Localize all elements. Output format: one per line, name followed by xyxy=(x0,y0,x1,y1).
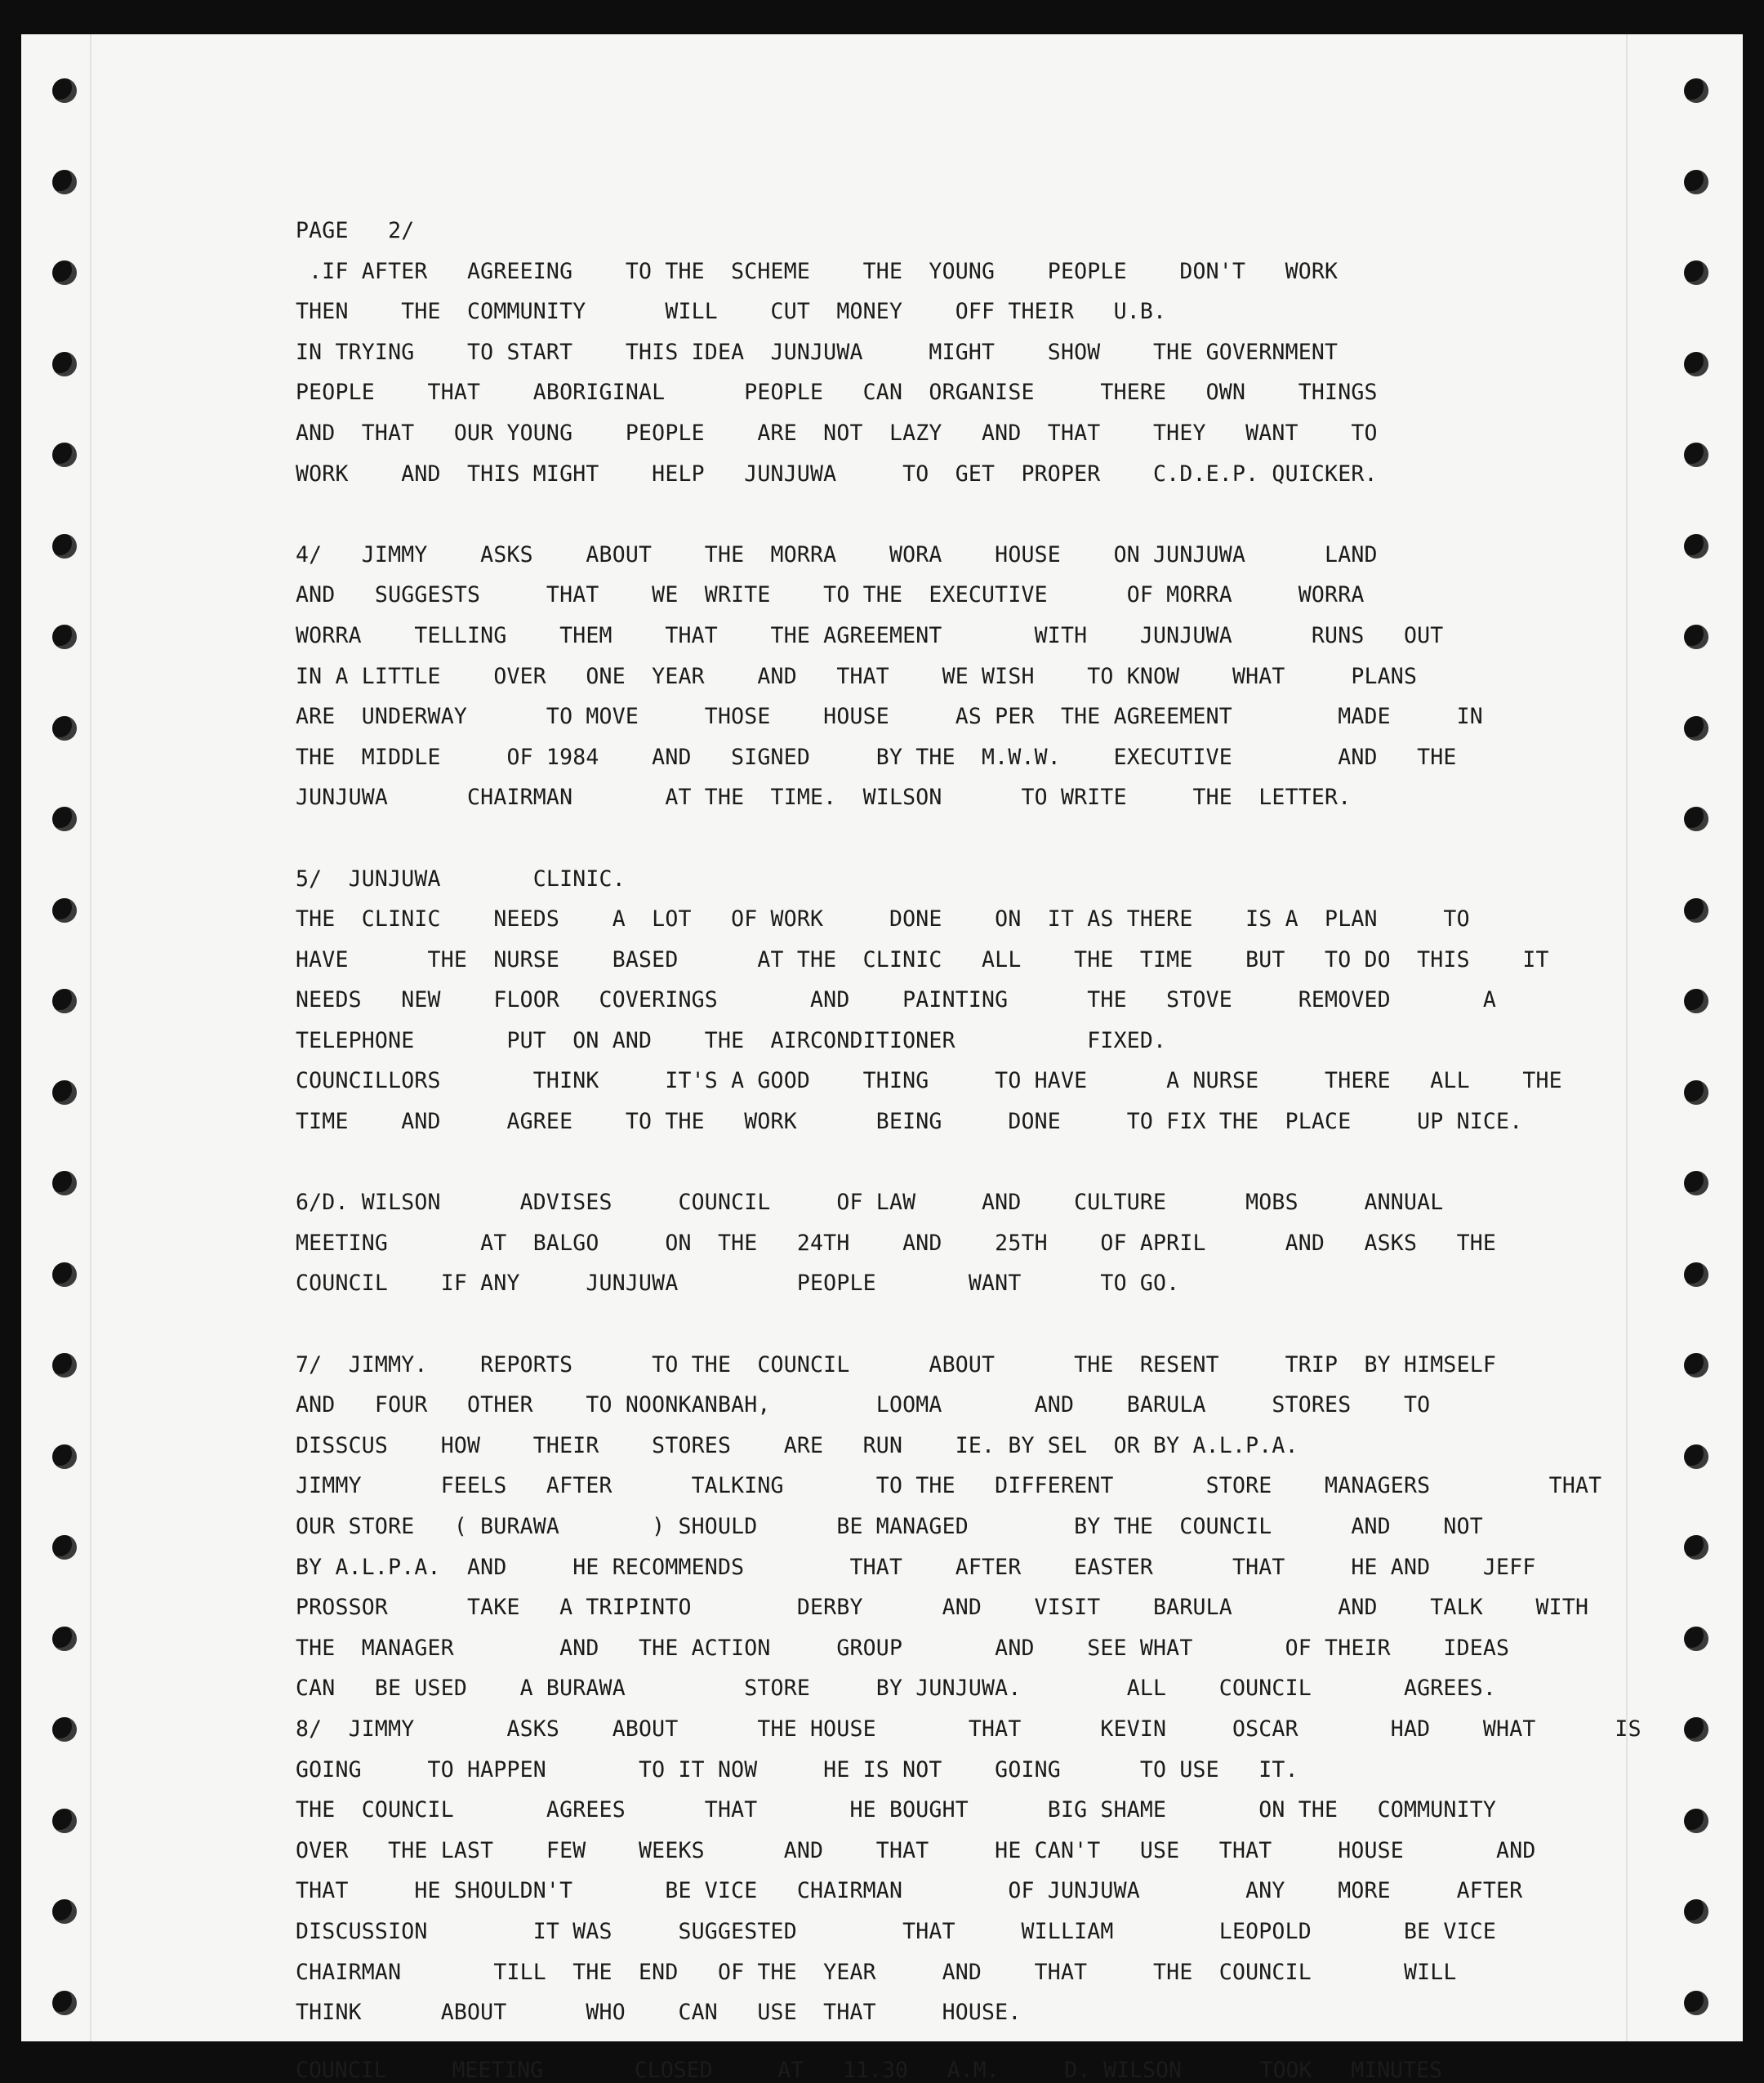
text-line xyxy=(296,1142,1642,1183)
right-feed-hole xyxy=(1684,1171,1708,1195)
text-line: THEN THE COMMUNITY WILL CUT MONEY OFF THEIR U.B. xyxy=(296,299,1167,325)
left-feed-hole xyxy=(52,1991,77,2015)
text-line: THE MIDDLE OF 1984 AND SIGNED BY THE M.W.W. EXECUTIVE AND THE xyxy=(296,744,1457,770)
text-line: TELEPHONE PUT ON AND THE AIRCONDITIONER FIXED. xyxy=(296,1027,1167,1053)
right-feed-hole xyxy=(1684,716,1708,741)
left-feed-hole xyxy=(52,1899,77,1924)
right-feed-hole xyxy=(1684,78,1708,103)
right-feed-hole xyxy=(1684,807,1708,831)
text-line: BY A.L.P.A. AND HE RECOMMENDS THAT AFTER EASTER THAT HE AND JEFF xyxy=(296,1554,1536,1580)
text-line: 5/ JUNJUWA CLINIC. xyxy=(296,866,626,892)
text-line: THAT HE SHOULDN'T BE VICE CHAIRMAN OF JUNJUWA ANY MORE AFTER xyxy=(296,1878,1523,1904)
text-line: AND FOUR OTHER TO NOONKANBAH, LOOMA AND BARULA STORES TO xyxy=(296,1392,1431,1418)
text-line: GOING TO HAPPEN TO IT NOW HE IS NOT GOING TO USE IT. xyxy=(296,1756,1298,1783)
left-feed-hole xyxy=(52,1262,77,1287)
text-line: PROSSOR TAKE A TRIPINTO DERBY AND VISIT BARULA AND TALK WITH xyxy=(296,1595,1589,1621)
text-line: OVER THE LAST FEW WEEKS AND THAT HE CAN'T USE THAT HOUSE AND xyxy=(296,1837,1536,1863)
right-feed-hole xyxy=(1684,534,1708,559)
right-feed-hole xyxy=(1684,1991,1708,2015)
text-line: THE CLINIC NEEDS A LOT OF WORK DONE ON IT AS THERE IS A PLAN TO xyxy=(296,906,1470,932)
left-feed-hole xyxy=(52,534,77,559)
text-line: THE COUNCIL AGREES THAT HE BOUGHT BIG SHAME ON THE COMMUNITY xyxy=(296,1797,1497,1823)
right-feed-hole xyxy=(1684,1717,1708,1742)
text-line: JIMMY FEELS AFTER TALKING TO THE DIFFERENT STORE MANAGERS THAT xyxy=(296,1473,1602,1499)
cut-off-bottom-line: COUNCIL MEETING CLOSED AT 11.30 A.M. D. WILSON TOOK MINUTES xyxy=(296,2058,1442,2083)
left-feed-hole xyxy=(52,625,77,649)
text-line: ARE UNDERWAY TO MOVE THOSE HOUSE AS PER THE AGREEMENT MADE IN xyxy=(296,704,1483,730)
text-line: IN A LITTLE OVER ONE YEAR AND THAT WE WISH TO KNOW WHAT PLANS xyxy=(296,663,1418,689)
text-line: .IF AFTER AGREEING TO THE SCHEME THE YOUNG PEOPLE DON'T WORK xyxy=(296,258,1339,284)
right-feed-hole xyxy=(1684,898,1708,923)
right-feed-hole xyxy=(1684,1535,1708,1560)
text-line xyxy=(296,1304,1642,1345)
text-line: 7/ JIMMY. REPORTS TO THE COUNCIL ABOUT THE RESENT TRIP BY HIMSELF xyxy=(296,1351,1497,1378)
left-feed-hole xyxy=(52,898,77,923)
text-line: AND THAT OUR YOUNG PEOPLE ARE NOT LAZY AND THAT THEY WANT TO xyxy=(296,420,1378,446)
left-feed-hole xyxy=(52,1171,77,1195)
right-feed-hole xyxy=(1684,1444,1708,1469)
text-line xyxy=(296,818,1642,859)
text-line: COUNCIL IF ANY JUNJUWA PEOPLE WANT TO GO. xyxy=(296,1271,1180,1297)
right-feed-hole xyxy=(1684,1899,1708,1924)
text-line: PEOPLE THAT ABORIGINAL PEOPLE CAN ORGANISE THERE OWN THINGS xyxy=(296,380,1378,406)
text-line: COUNCILLORS THINK IT'S A GOOD THING TO HAVE A NURSE THERE ALL THE xyxy=(296,1068,1562,1094)
left-feed-hole xyxy=(52,260,77,285)
left-feed-hole xyxy=(52,807,77,831)
text-line: TIME AND AGREE TO THE WORK BEING DONE TO FIX THE PLACE UP NICE. xyxy=(296,1109,1523,1135)
text-line: DISSCUS HOW THEIR STORES ARE RUN IE. BY SEL OR BY A.L.P.A. xyxy=(296,1432,1298,1458)
typed-minutes-text xyxy=(296,211,1642,2033)
left-feed-hole xyxy=(52,78,77,103)
right-feed-hole xyxy=(1684,443,1708,467)
text-line: CHAIRMAN TILL THE END OF THE YEAR AND THAT THE COUNCIL WILL xyxy=(296,1959,1457,1985)
text-line: IN TRYING TO START THIS IDEA JUNJUWA MIGHT SHOW THE GOVERNMENT xyxy=(296,339,1339,365)
right-feed-hole xyxy=(1684,352,1708,376)
left-feed-hole xyxy=(52,1535,77,1560)
text-line: 6/D. WILSON ADVISES COUNCIL OF LAW AND CULTURE MOBS ANNUAL xyxy=(296,1190,1444,1216)
text-line: OUR STORE ( BURAWA ) SHOULD BE MANAGED BY THE COUNCIL AND NOT xyxy=(296,1514,1483,1539)
left-feed-hole xyxy=(52,170,77,194)
left-feed-hole xyxy=(52,443,77,467)
right-feed-hole xyxy=(1684,989,1708,1013)
left-feed-hole xyxy=(52,989,77,1013)
text-line: DISCUSSION IT WAS SUGGESTED THAT WILLIAM LEOPOLD BE VICE xyxy=(296,1918,1497,1944)
text-line: MEETING AT BALGO ON THE 24TH AND 25TH OF APRIL AND ASKS THE xyxy=(296,1230,1497,1256)
left-feed-hole xyxy=(52,1809,77,1833)
right-feed-hole xyxy=(1684,260,1708,285)
left-feed-hole xyxy=(52,1080,77,1105)
left-feed-hole xyxy=(52,352,77,376)
text-line: CAN BE USED A BURAWA STORE BY JUNJUWA. ALL COUNCIL AGREES. xyxy=(296,1676,1497,1702)
left-feed-hole xyxy=(52,1627,77,1651)
right-feed-hole xyxy=(1684,1809,1708,1833)
left-perforation-line xyxy=(90,34,91,2041)
right-feed-hole xyxy=(1684,170,1708,194)
continuous-form-paper xyxy=(21,34,1743,2083)
left-feed-hole xyxy=(52,1444,77,1469)
text-line: NEEDS NEW FLOOR COVERINGS AND PAINTING THE STOVE REMOVED A xyxy=(296,987,1497,1013)
right-feed-hole xyxy=(1684,1262,1708,1287)
text-line: AND SUGGESTS THAT WE WRITE TO THE EXECUTIVE OF MORRA WORRA xyxy=(296,582,1365,608)
text-line: 8/ JIMMY ASKS ABOUT THE HOUSE THAT KEVIN OSCAR HAD WHAT IS xyxy=(296,1716,1642,1742)
text-line: THINK ABOUT WHO CAN USE THAT HOUSE. xyxy=(296,2000,1022,2026)
text-line: JUNJUWA CHAIRMAN AT THE TIME. WILSON TO WRITE THE LETTER. xyxy=(296,785,1352,811)
text-line: WORK AND THIS MIGHT HELP JUNJUWA TO GET PROPER C.D.E.P. QUICKER. xyxy=(296,461,1378,487)
text-line: 4/ JIMMY ASKS ABOUT THE MORRA WORA HOUSE ON JUNJUWA LAND xyxy=(296,541,1378,567)
right-feed-hole xyxy=(1684,1627,1708,1651)
right-feed-hole xyxy=(1684,625,1708,649)
text-line xyxy=(296,494,1642,535)
left-feed-hole xyxy=(52,1353,77,1378)
text-line: THE MANAGER AND THE ACTION GROUP AND SEE WHAT OF THEIR IDEAS xyxy=(296,1635,1510,1661)
right-feed-hole xyxy=(1684,1080,1708,1105)
left-feed-hole xyxy=(52,1717,77,1742)
text-line: PAGE 2/ xyxy=(296,218,415,243)
text-line: WORRA TELLING THEM THAT THE AGREEMENT WITH JUNJUWA RUNS OUT xyxy=(296,622,1444,648)
left-feed-hole xyxy=(52,716,77,741)
text-line: HAVE THE NURSE BASED AT THE CLINIC ALL THE TIME BUT TO DO THIS IT xyxy=(296,946,1549,973)
right-feed-hole xyxy=(1684,1353,1708,1378)
